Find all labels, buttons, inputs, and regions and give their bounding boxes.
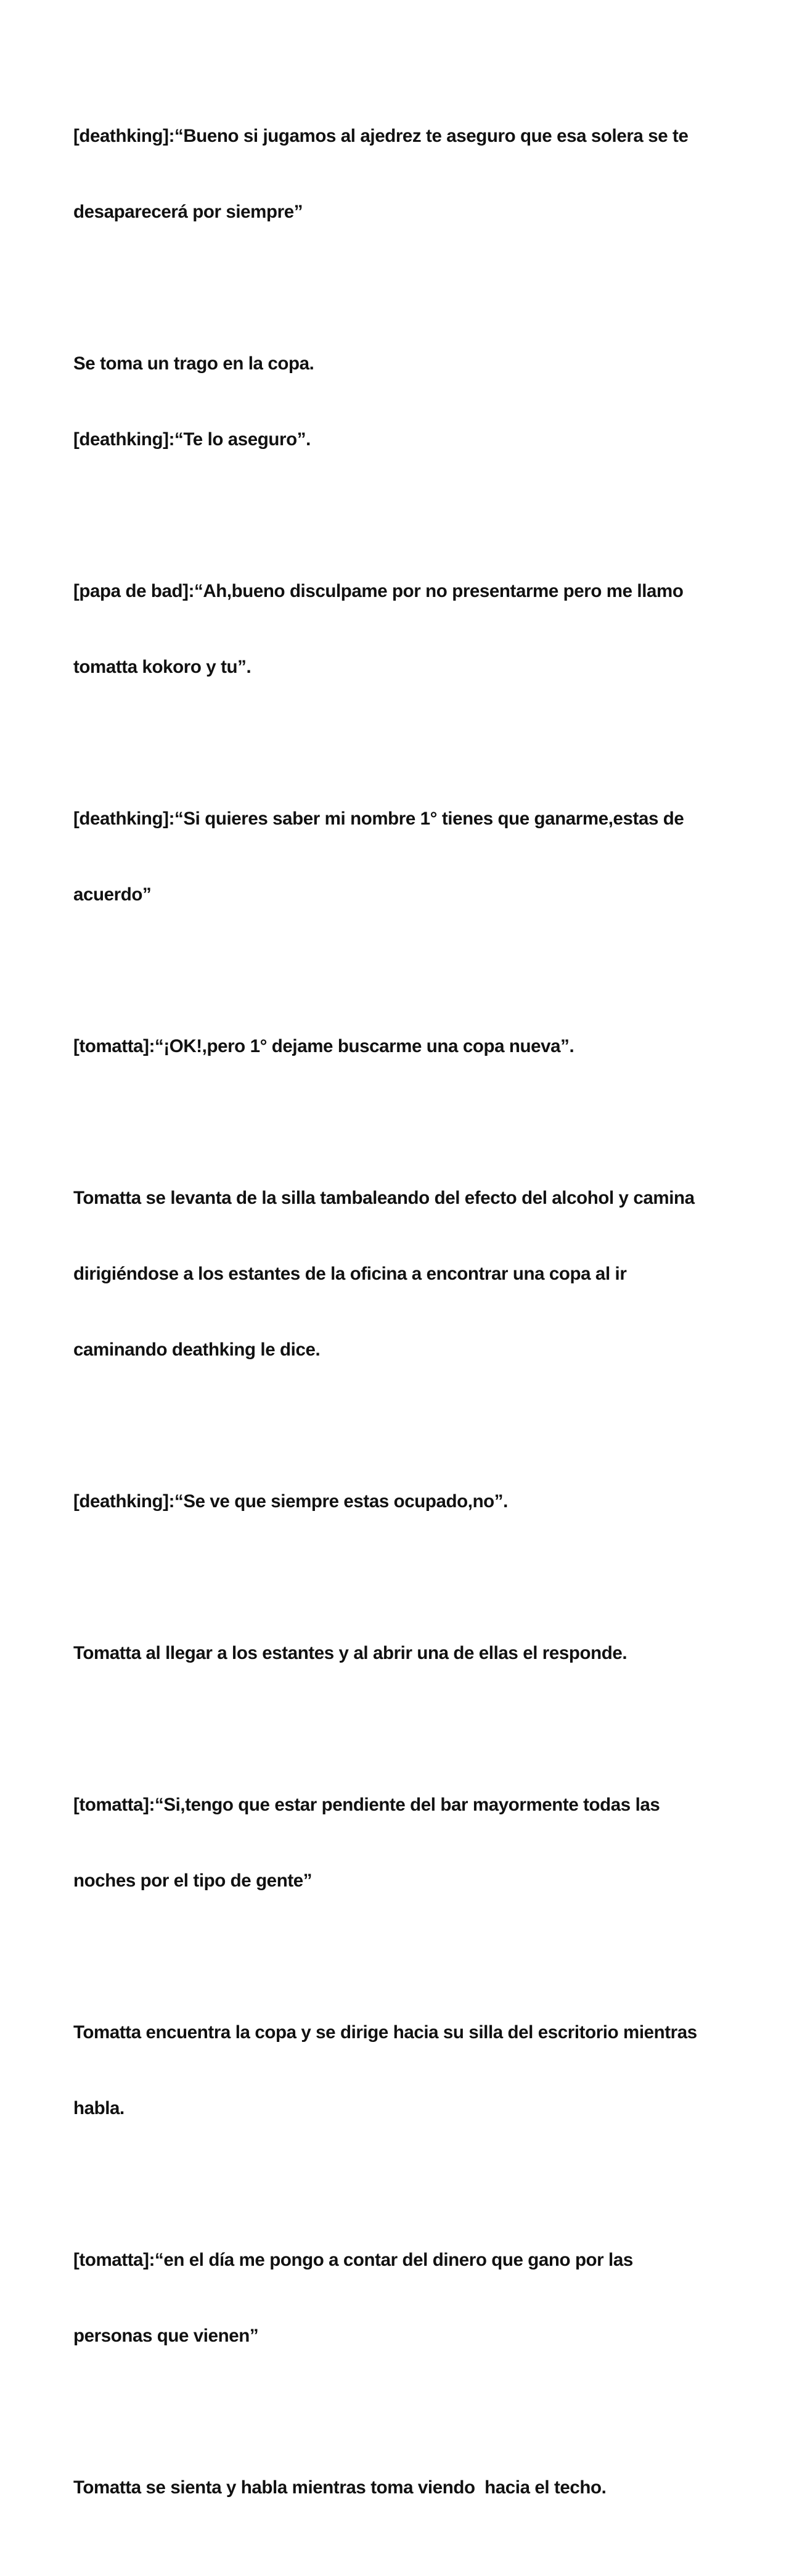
text-line: [deathking]:“Se ve que siempre estas ocupado,no”. xyxy=(73,1491,508,1512)
text-line: personas que vienen” xyxy=(73,2326,259,2346)
text-line: noches por el tipo de gente” xyxy=(73,1870,313,1891)
text-line: acuerdo” xyxy=(73,884,152,905)
text-line: Se toma un trago en la copa. xyxy=(73,353,314,374)
paragraph-7 xyxy=(73,1438,727,1565)
paragraph-5 xyxy=(73,983,727,1109)
text-line: [deathking]:“Bueno si jugamos al ajedrez te aseguro que esa solera se te xyxy=(73,126,689,146)
paragraph-12 xyxy=(73,2424,727,2551)
paragraph-9 xyxy=(73,1742,727,1944)
text-line: [tomatta]:“Si,tengo que estar pendiente del bar mayormente todas las xyxy=(73,1795,660,1815)
text-line: [tomatta]:“¡OK!,pero 1° dejame buscarme una copa nueva”. xyxy=(73,1036,574,1056)
text-line: Tomatta encuentra la copa y se dirige hacia su silla del escritorio mientras xyxy=(73,2022,697,2043)
text-line: desaparecerá por siempre” xyxy=(73,202,303,222)
text-line: Tomatta se levanta de la silla tambaleando del efecto del alcohol y camina xyxy=(73,1188,695,1208)
text-line: tomatta kokoro y tu”. xyxy=(73,657,251,677)
paragraph-10 xyxy=(73,1969,727,2171)
paragraph-11 xyxy=(73,2197,727,2399)
text-line: [deathking]:“Te lo aseguro”. xyxy=(73,429,311,450)
paragraph-8 xyxy=(73,1590,727,1716)
text-line: dirigiéndose a los estantes de la oficina a encontrar una copa al ir xyxy=(73,1264,627,1284)
text-line: [tomatta]:“en el día me pongo a contar del dinero que gano por las xyxy=(73,2250,633,2270)
paragraph-6 xyxy=(73,1135,727,1413)
paragraph-1 xyxy=(73,73,727,275)
text-line: caminando deathking le dice. xyxy=(73,1339,321,1360)
paragraph-2 xyxy=(73,300,727,503)
text-line: Tomatta al llegar a los estantes y al abrir una de ellas el responde. xyxy=(73,1643,628,1663)
text-line: habla. xyxy=(73,2098,125,2118)
paragraph-4 xyxy=(73,755,727,958)
document-body xyxy=(73,73,727,2576)
text-line: Tomatta se sienta y habla mientras toma viendo hacia el techo. xyxy=(73,2477,607,2498)
text-line: [deathking]:“Si quieres saber mi nombre 1° tienes que ganarme,estas de xyxy=(73,809,684,829)
paragraph-3 xyxy=(73,528,727,730)
text-line: [papa de bad]:“Ah,bueno disculpame por no presentarme pero me llamo xyxy=(73,581,684,601)
